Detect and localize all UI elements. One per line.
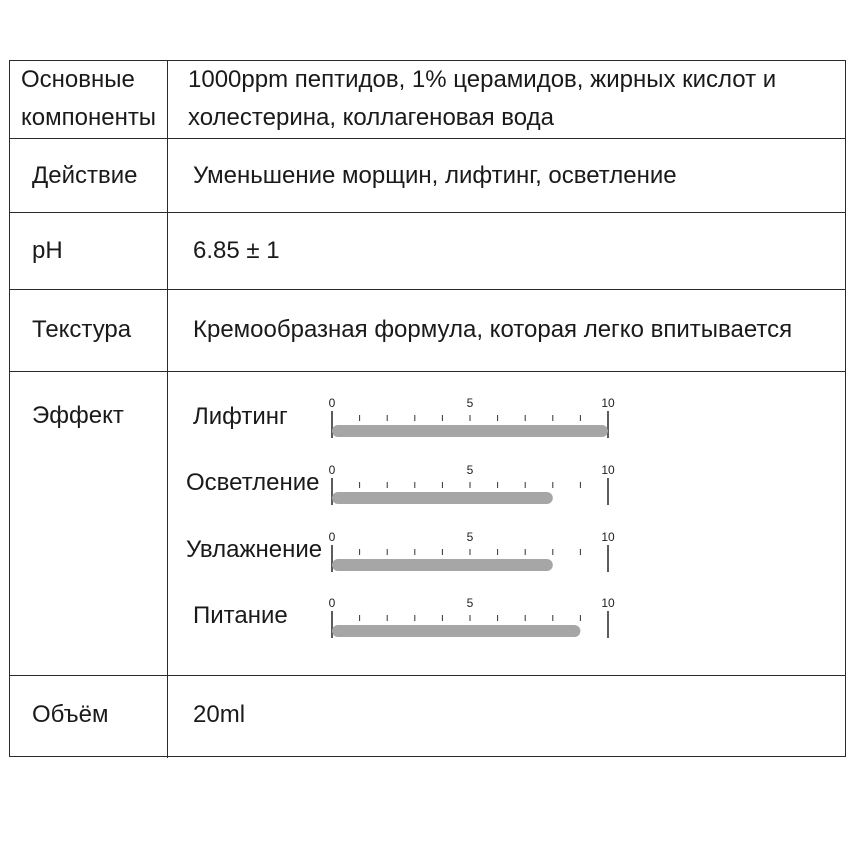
texture-value: Кремообразная формула, которая легко впитывается bbox=[193, 316, 793, 343]
row-components bbox=[10, 61, 845, 139]
effect-item-label-1: Осветление bbox=[186, 469, 320, 496]
effect-label: Эффект bbox=[32, 402, 124, 429]
scale-tick-label: 10 bbox=[601, 463, 615, 477]
row-volume bbox=[10, 676, 845, 758]
components-label-line-2: компоненты bbox=[21, 104, 157, 131]
effect-scale-chart bbox=[168, 372, 846, 676]
scale-tick-label: 5 bbox=[466, 530, 474, 544]
label-cell bbox=[10, 372, 168, 675]
scale-tick-label: 0 bbox=[328, 463, 336, 477]
effect-item-label-0: Лифтинг bbox=[193, 403, 288, 430]
components-value-line-1: 1000ppm пептидов, 1% церамидов, жирных кислот и bbox=[188, 66, 777, 93]
components-label-line-1: Основные bbox=[21, 66, 135, 93]
action-value: Уменьшение морщин, лифтинг, осветление bbox=[193, 162, 677, 189]
row-ph bbox=[10, 213, 845, 290]
effect-bar-3 bbox=[332, 559, 553, 571]
row-action bbox=[10, 139, 845, 213]
ph-label: pH bbox=[32, 237, 63, 264]
scale-tick-label: 5 bbox=[466, 396, 474, 410]
scale-tick-label: 0 bbox=[328, 396, 336, 410]
volume-label: Объём bbox=[32, 701, 109, 728]
effect-bar-2 bbox=[332, 492, 553, 504]
label-cell bbox=[10, 61, 168, 138]
action-label: Действие bbox=[32, 162, 138, 189]
scale-tick-label: 0 bbox=[328, 530, 336, 544]
label-cell bbox=[10, 213, 168, 289]
effect-scales bbox=[168, 372, 845, 675]
texture-label: Текстура bbox=[32, 316, 132, 343]
effect-bar-1 bbox=[332, 425, 608, 437]
row-effect bbox=[10, 372, 845, 676]
components-value-line-2: холестерина, коллагеновая вода bbox=[188, 104, 554, 131]
volume-value: 20ml bbox=[193, 701, 246, 728]
scale-tick-label: 5 bbox=[466, 596, 474, 610]
scale-tick-label: 10 bbox=[601, 596, 615, 610]
label-cell bbox=[10, 290, 168, 371]
label-cell bbox=[10, 139, 168, 212]
product-spec-table bbox=[9, 60, 846, 757]
row-texture bbox=[10, 290, 845, 372]
scale-tick-label: 5 bbox=[466, 463, 474, 477]
value-cell bbox=[168, 61, 845, 138]
value-cell bbox=[168, 139, 845, 212]
ph-value: 6.85 ± 1 bbox=[193, 237, 280, 264]
effect-item-label-2: Увлажнение bbox=[186, 536, 323, 563]
effect-item-label-3: Питание bbox=[193, 602, 288, 629]
scale-tick-label: 10 bbox=[601, 530, 615, 544]
value-cell bbox=[168, 676, 845, 758]
label-cell bbox=[10, 676, 168, 758]
scale-tick-label: 10 bbox=[601, 396, 615, 410]
scale-tick-label: 0 bbox=[328, 596, 336, 610]
effect-bar-4 bbox=[332, 625, 580, 637]
value-cell bbox=[168, 213, 845, 289]
value-cell bbox=[168, 290, 845, 371]
